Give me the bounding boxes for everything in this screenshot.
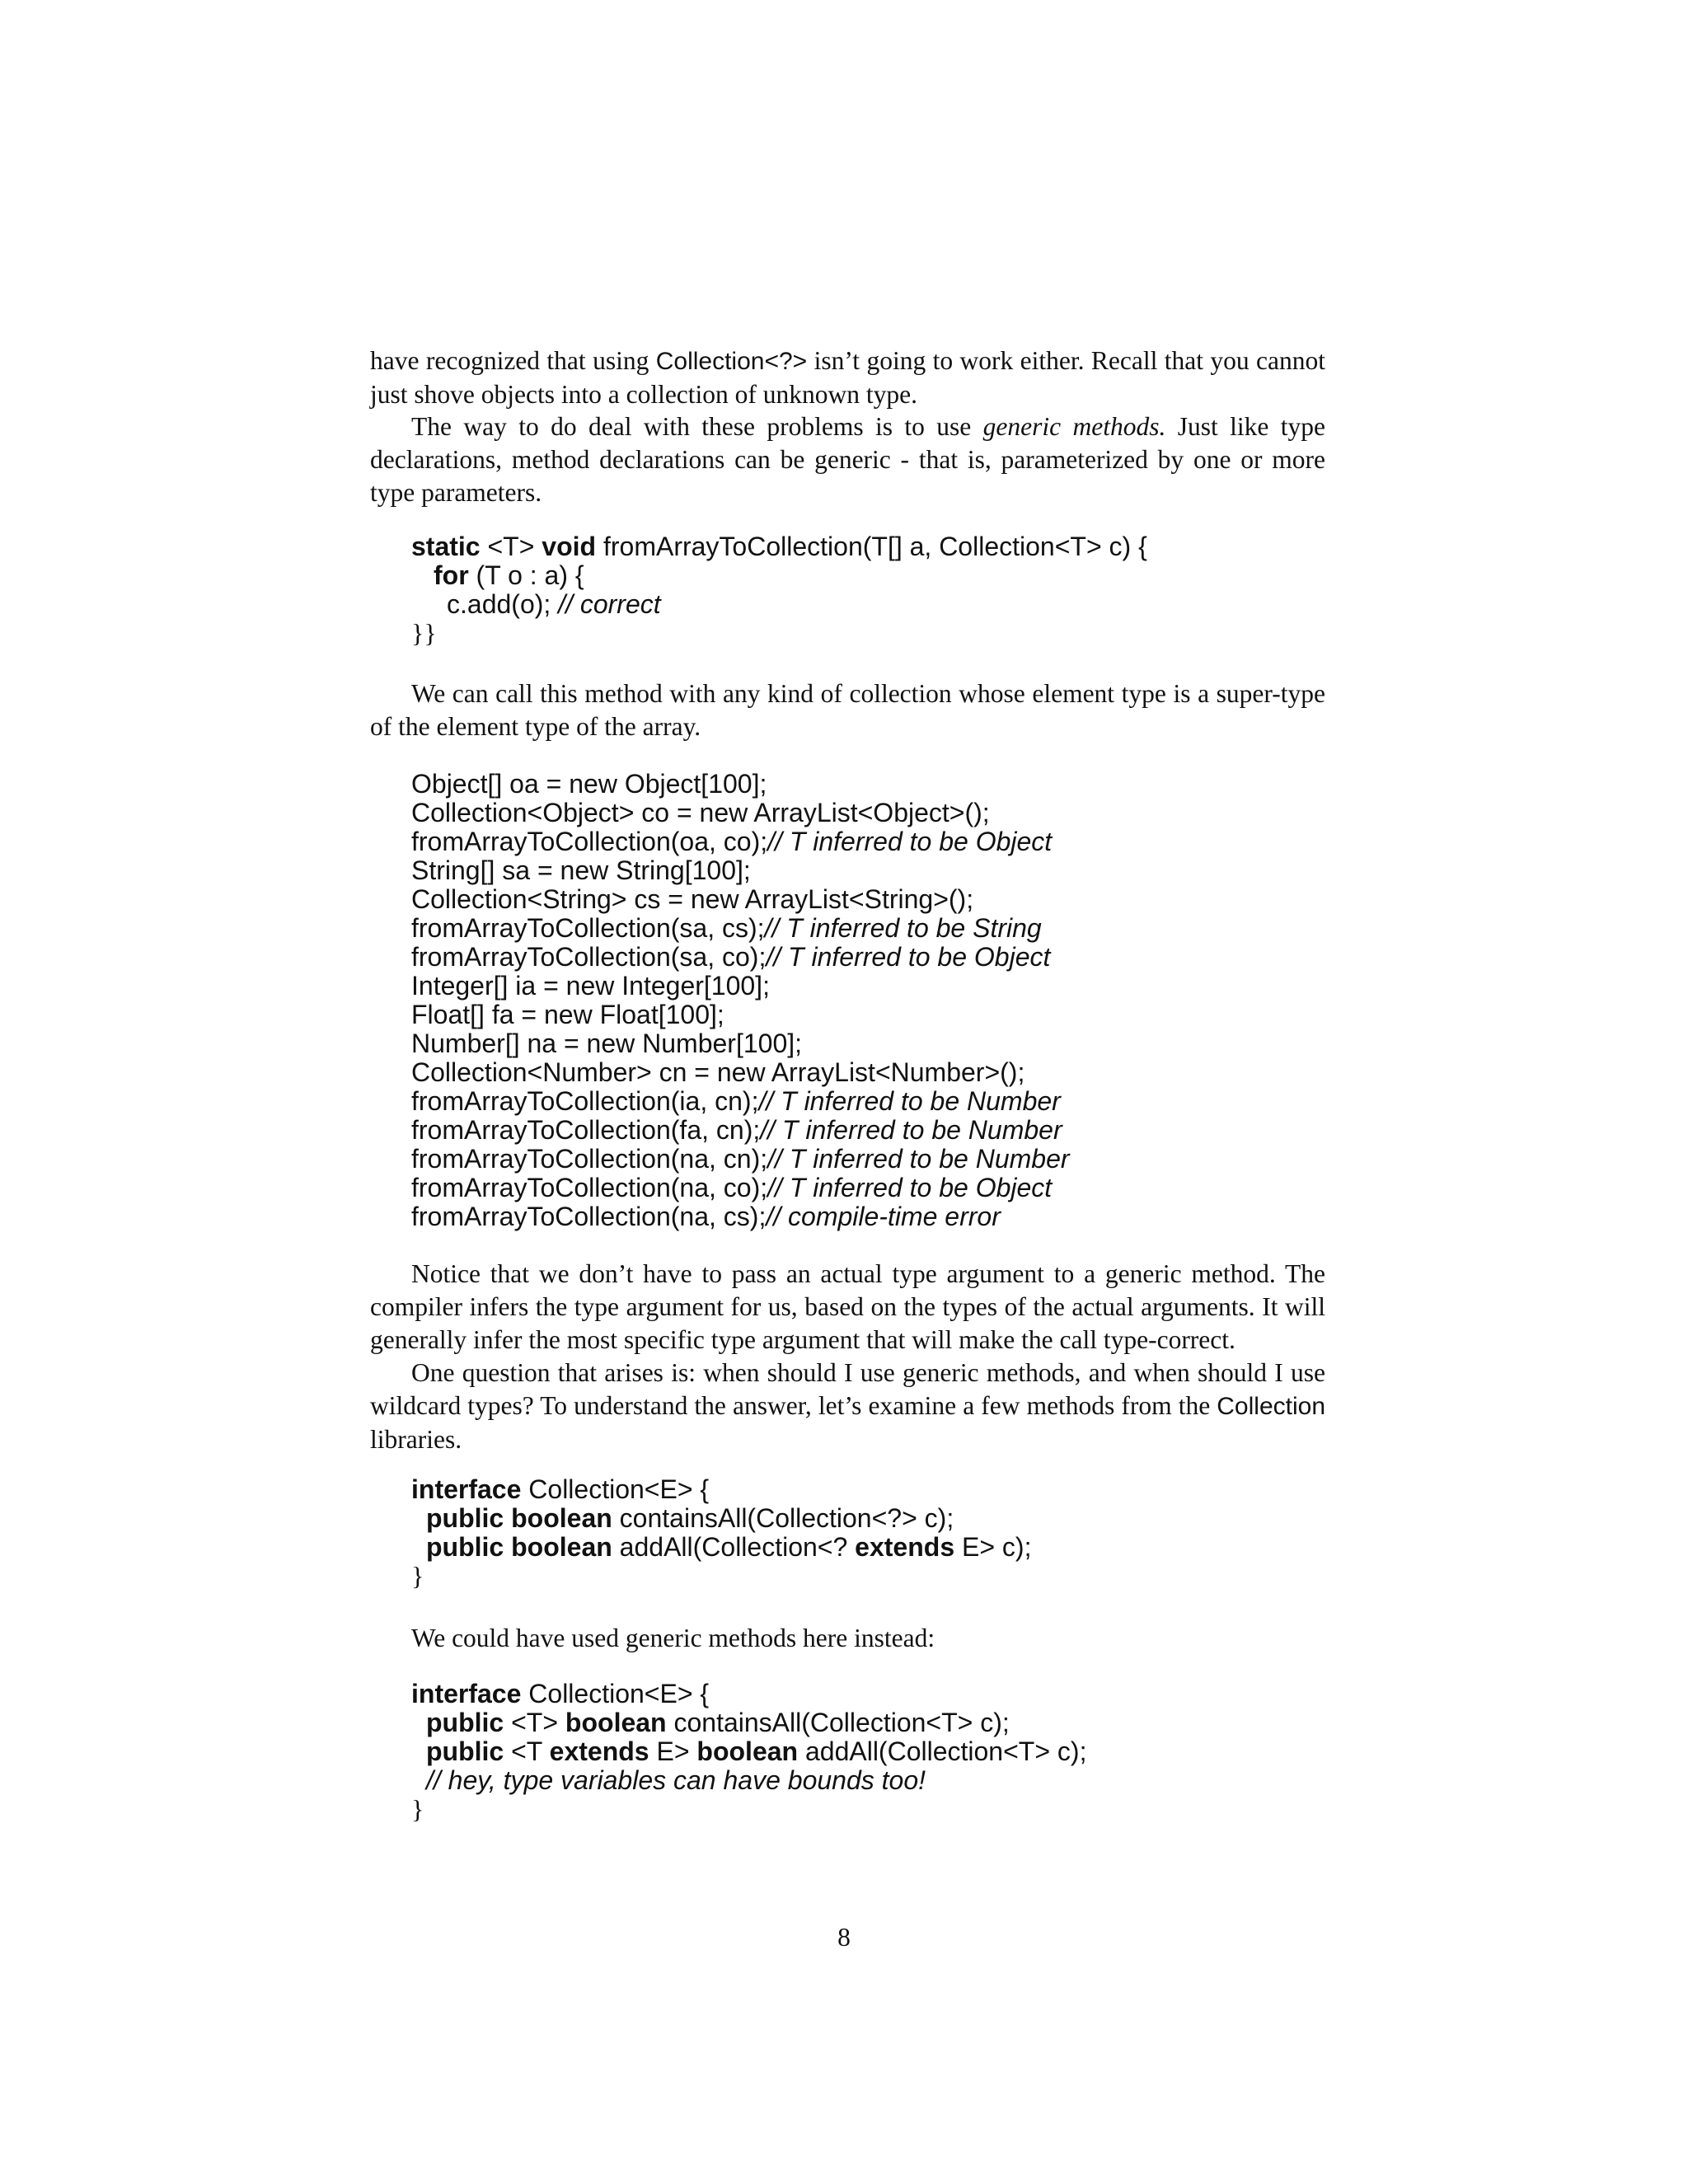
code-comment: // compile-time error: [766, 1202, 1001, 1231]
code-block-inference-examples: [411, 770, 1070, 1231]
code-line: [411, 1145, 1070, 1174]
code-text: fromArrayToCollection(oa, co);: [411, 827, 768, 856]
code-text: fromArrayToCollection(na, co);: [411, 1173, 768, 1202]
code-text: String[] sa = new String[100];: [411, 855, 751, 885]
code-line: [411, 856, 1070, 885]
code-line: public boolean addAll(Collection<? extends E> c);: [426, 1532, 1032, 1562]
code-line: c.add(o); // correct: [447, 589, 661, 619]
code-comment: // T inferred to be Number: [760, 1115, 1062, 1145]
code-line: static <T> void fromArrayToCollection(T[] a, Collection<T> c) {: [411, 532, 1147, 561]
code-text: Collection<Number> cn = new ArrayList<Number>();: [411, 1057, 1025, 1087]
paragraph-6-text: We could have used generic methods here instead:: [411, 1624, 935, 1652]
code-line: [411, 1029, 1070, 1058]
code-line: public <T extends E> boolean addAll(Collection<T> c);: [426, 1736, 1087, 1766]
paragraph-5-text-b: libraries.: [370, 1425, 462, 1454]
code-comment: // T inferred to be Number: [758, 1086, 1061, 1116]
code-line: interface Collection<E> {: [411, 1679, 710, 1708]
code-block-collection-interface-generics: [411, 1680, 1086, 1824]
code-block-collection-interface-wildcards: [411, 1475, 1031, 1591]
code-line: [411, 827, 1070, 856]
inline-code-collection-wildcard: Collection<?>: [655, 348, 808, 375]
code-line: [411, 914, 1070, 943]
paragraph-4-text: Notice that we don’t have to pass an actual type argument to a generic method. The compiler infers the type argument for us, based on the types of the actual arguments. It will generally infer the most specific type argument that will make the call type-correct.: [370, 1259, 1325, 1354]
code-line: }}: [411, 618, 437, 648]
paragraph-5-text-a: One question that arises is: when should I use generic methods, and when should I use wildcard types? To understand the answer, let’s examine a few methods from the: [370, 1358, 1325, 1420]
emphasis-generic-methods: generic methods.: [982, 412, 1166, 441]
code-text: fromArrayToCollection(sa, co);: [411, 942, 767, 972]
code-line: public boolean containsAll(Collection<?> c);: [426, 1503, 954, 1533]
code-line: }: [411, 1561, 424, 1591]
code-text: fromArrayToCollection(ia, cn);: [411, 1086, 759, 1116]
code-text: Collection<Object> co = new ArrayList<Object>();: [411, 798, 990, 827]
code-text: Integer[] ia = new Integer[100];: [411, 971, 770, 1001]
paragraph-3-text: We can call this method with any kind of collection whose element type is a super-type of the element type of the array.: [370, 679, 1325, 741]
code-comment: // T inferred to be Object: [766, 942, 1051, 972]
code-text: Collection<String> cs = new ArrayList<String>();: [411, 884, 974, 914]
code-line: [411, 1058, 1070, 1087]
code-line: [411, 1087, 1070, 1116]
code-line: public <T> boolean containsAll(Collection<T> c);: [426, 1708, 1010, 1737]
code-line: [411, 1174, 1070, 1202]
code-comment: // T inferred to be Object: [767, 827, 1053, 856]
paragraph-2-text-a: The way to do deal with these problems is to use: [411, 412, 983, 441]
code-text: Number[] na = new Number[100];: [411, 1029, 803, 1058]
code-text: fromArrayToCollection(fa, cn);: [411, 1115, 761, 1145]
code-line: [411, 885, 1070, 914]
code-block-from-array-to-collection: [411, 532, 1147, 648]
code-comment: // T inferred to be Object: [767, 1173, 1053, 1202]
code-line: [411, 770, 1070, 799]
paragraph-2-text-b: Just like type declarations, method declarations can be generic - that is, parameterized by one or more type parameters.: [370, 412, 1325, 507]
code-text: fromArrayToCollection(na, cn);: [411, 1144, 768, 1174]
code-line: [411, 1001, 1070, 1029]
code-line: for (T o : a) {: [434, 560, 584, 590]
code-line: [411, 943, 1070, 972]
paragraph-3: [370, 677, 1325, 743]
code-comment-line: // hey, type variables can have bounds too!: [426, 1765, 926, 1795]
code-text: Float[] fa = new Float[100];: [411, 1000, 724, 1029]
code-line: [411, 799, 1070, 827]
code-line: }: [411, 1794, 424, 1824]
code-text: fromArrayToCollection(sa, cs);: [411, 913, 765, 943]
code-comment: // T inferred to be Number: [767, 1144, 1070, 1174]
code-comment: // T inferred to be String: [764, 913, 1042, 943]
paragraph-5: [370, 1357, 1325, 1456]
inline-code-collection: Collection: [1217, 1393, 1325, 1420]
paragraph-4: [370, 1258, 1325, 1357]
code-line: [411, 1202, 1070, 1231]
page-number: 8: [837, 1923, 851, 1952]
code-text: fromArrayToCollection(na, cs);: [411, 1202, 767, 1231]
code-line: [411, 972, 1070, 1001]
code-line: [411, 1116, 1070, 1145]
code-line: interface Collection<E> {: [411, 1474, 710, 1504]
paragraph-1: [370, 344, 1325, 411]
paragraph-1-text-b: isn’t going to work either. Recall that you cannot just shove objects into a collection of unknown type.: [370, 346, 1325, 409]
paragraph-1-text-a: have recognized that using: [370, 346, 656, 375]
paragraph-2: [370, 410, 1325, 509]
paragraph-6: [370, 1622, 1325, 1655]
code-text: Object[] oa = new Object[100];: [411, 769, 767, 799]
